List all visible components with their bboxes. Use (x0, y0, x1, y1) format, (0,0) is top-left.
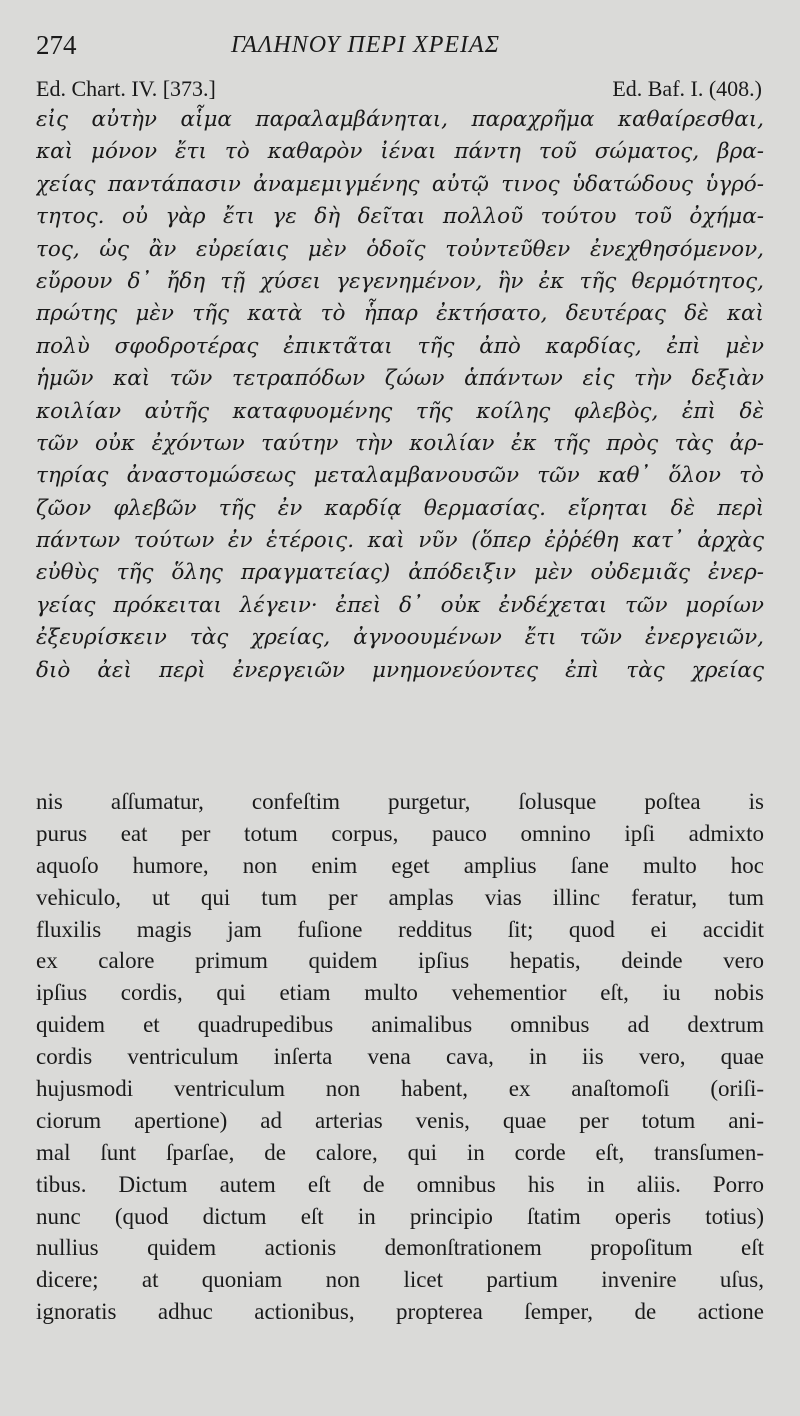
greek-text-line: τῶν οὐκ ἐχόντων ταύτην τὴν κοιλίαν ἐκ τῆς πρὸς τὰς ἀρ- (36, 430, 764, 456)
edition-chartier-ref: Ed. Chart. IV. [373.] (36, 76, 216, 101)
latin-text-line: ipſius cordis, qui etiam multo vehementior eſt, iu nobis (36, 980, 764, 1006)
edition-reference-line (36, 76, 762, 106)
greek-text-line: διὸ ἀεὶ περὶ ἐνεργειῶν μνημονεύοντες ἐπὶ τὰς χρείας (36, 657, 764, 683)
greek-text-line: πρώτης μὲν τῆς κατὰ τὸ ἧπαρ ἐκτήσατο, δευτέρας δὲ καὶ (36, 301, 764, 327)
greek-text-line: τητος. οὐ γὰρ ἔτι γε δὴ δεῖται πολλοῦ τούτου τοῦ ὀχήμα- (36, 204, 764, 230)
latin-text-block (36, 786, 764, 1328)
greek-text-line: ἐξευρίσκειν τὰς χρείας, ἀγνοουμένων ἔτι τῶν ἐνεργειῶν, (36, 625, 764, 651)
latin-text-line: quidem et quadrupedibus animalibus omnibus ad dextrum (36, 1012, 764, 1038)
latin-text-line: purus eat per totum corpus, pauco omnino ipſi admixto (36, 820, 764, 846)
greek-text-line: ζῶον φλεβῶν τῆς ἐν καρδίᾳ θερμασίας. εἴρηται δὲ περὶ (36, 495, 764, 521)
running-title: ΓΑΛΗΝΟΥ ΠΕΡΙ ΧΡΕΙΑΣ (231, 32, 500, 58)
greek-text-line: τος, ὡς ἂν εὐρείαις μὲν ὁδοῖς τοὐντεῦθεν ἐνεχθησόμενον, (36, 236, 764, 262)
greek-text-line: πολὺ σφοδροτέρας ἐπικτᾶται τῆς ἀπὸ καρδίας, ἐπὶ μὲν (36, 333, 764, 359)
latin-text-line: aquoſo humore, non enim eget amplius ſane multo hoc (36, 852, 764, 878)
latin-text-line: nullius quidem actionis demonſtrationem propoſitum eſt (36, 1235, 764, 1261)
greek-text-line: τηρίας ἀναστομώσεως μεταλαμβανουσῶν τῶν καθ᾽ ὅλον τὸ (36, 463, 764, 489)
greek-text-block (36, 104, 764, 687)
latin-text-line: hujusmodi ventriculum non habent, ex anaſtomoſi (oriſi- (36, 1076, 764, 1102)
page-number: 274 (36, 30, 77, 60)
greek-text-line: εὐθὺς τῆς ὅλης πραγματείας) ἀπόδειξιν μὲν οὐδεμιᾶς ἐνερ- (36, 560, 764, 586)
latin-text-line: nis aſſumatur, confeſtim purgetur, ſolusque poſtea is (36, 789, 764, 814)
greek-text-line: χείας παντάπασιν ἀναμεμιγμένης αὐτῷ τινος ὑδατώδους ὑγρό- (36, 171, 764, 197)
latin-text-line: ex calore primum quidem ipſius hepatis, deinde vero (36, 948, 764, 974)
greek-text-line: κοιλίαν αὐτῆς καταφυομένης τῆς κοίλης φλεβὸς, ἐπὶ δὲ (36, 398, 764, 424)
latin-text-line: nunc (quod dictum eſt in principio ſtatim operis totius) (36, 1203, 764, 1229)
latin-text-line: ignoratis adhuc actionibus, propterea ſemper, de actione (36, 1299, 764, 1325)
latin-text-line: vehiculo, ut qui tum per amplas vias illinc feratur, tum (36, 884, 764, 910)
latin-text-line: cordis ventriculum inſerta vena cava, in iis vero, quae (36, 1044, 764, 1070)
greek-text-line: γείας πρόκειται λέγειν· ἐπεὶ δ᾽ οὐκ ἐνδέχεται τῶν μορίων (36, 592, 764, 618)
page-header (36, 30, 766, 64)
latin-text-line: fluxilis magis jam fuſione redditus ſit; quod ei accidit (36, 916, 764, 942)
greek-text-line: καὶ μόνον ἔτι τὸ καθαρὸν ἰέναι πάντη τοῦ σώματος, βρα- (36, 139, 764, 165)
latin-text-line: mal ſunt ſparſae, de calore, qui in corde eſt, transſumen- (36, 1139, 764, 1165)
edition-basel-ref: Ed. Baf. I. (408.) (612, 76, 762, 101)
latin-text-line: tibus. Dictum autem eſt de omnibus his in aliis. Porro (36, 1171, 764, 1197)
greek-text-line: ἡμῶν καὶ τῶν τετραπόδων ζώων ἁπάντων εἰς τὴν δεξιὰν (36, 366, 764, 392)
latin-text-line: ciorum apertione) ad arterias venis, quae per totum ani- (36, 1107, 764, 1133)
greek-text-line: πάντων τούτων ἐν ἑτέροις. καὶ νῦν (ὅπερ ἐῤῥέθη κατ᾽ ἀρχὰς (36, 528, 764, 554)
greek-text-line: εὔρουν δ᾽ ἤδη τῇ χύσει γεγενημένον, ἣν ἐκ τῆς θερμότητος, (36, 268, 764, 294)
greek-text-line: εἰς αὐτὴν αἷμα παραλαμβάνηται, παραχρῆμα καθαίρεσθαι, (36, 107, 764, 132)
latin-text-line: dicere; at quoniam non licet partium invenire uſus, (36, 1267, 764, 1293)
